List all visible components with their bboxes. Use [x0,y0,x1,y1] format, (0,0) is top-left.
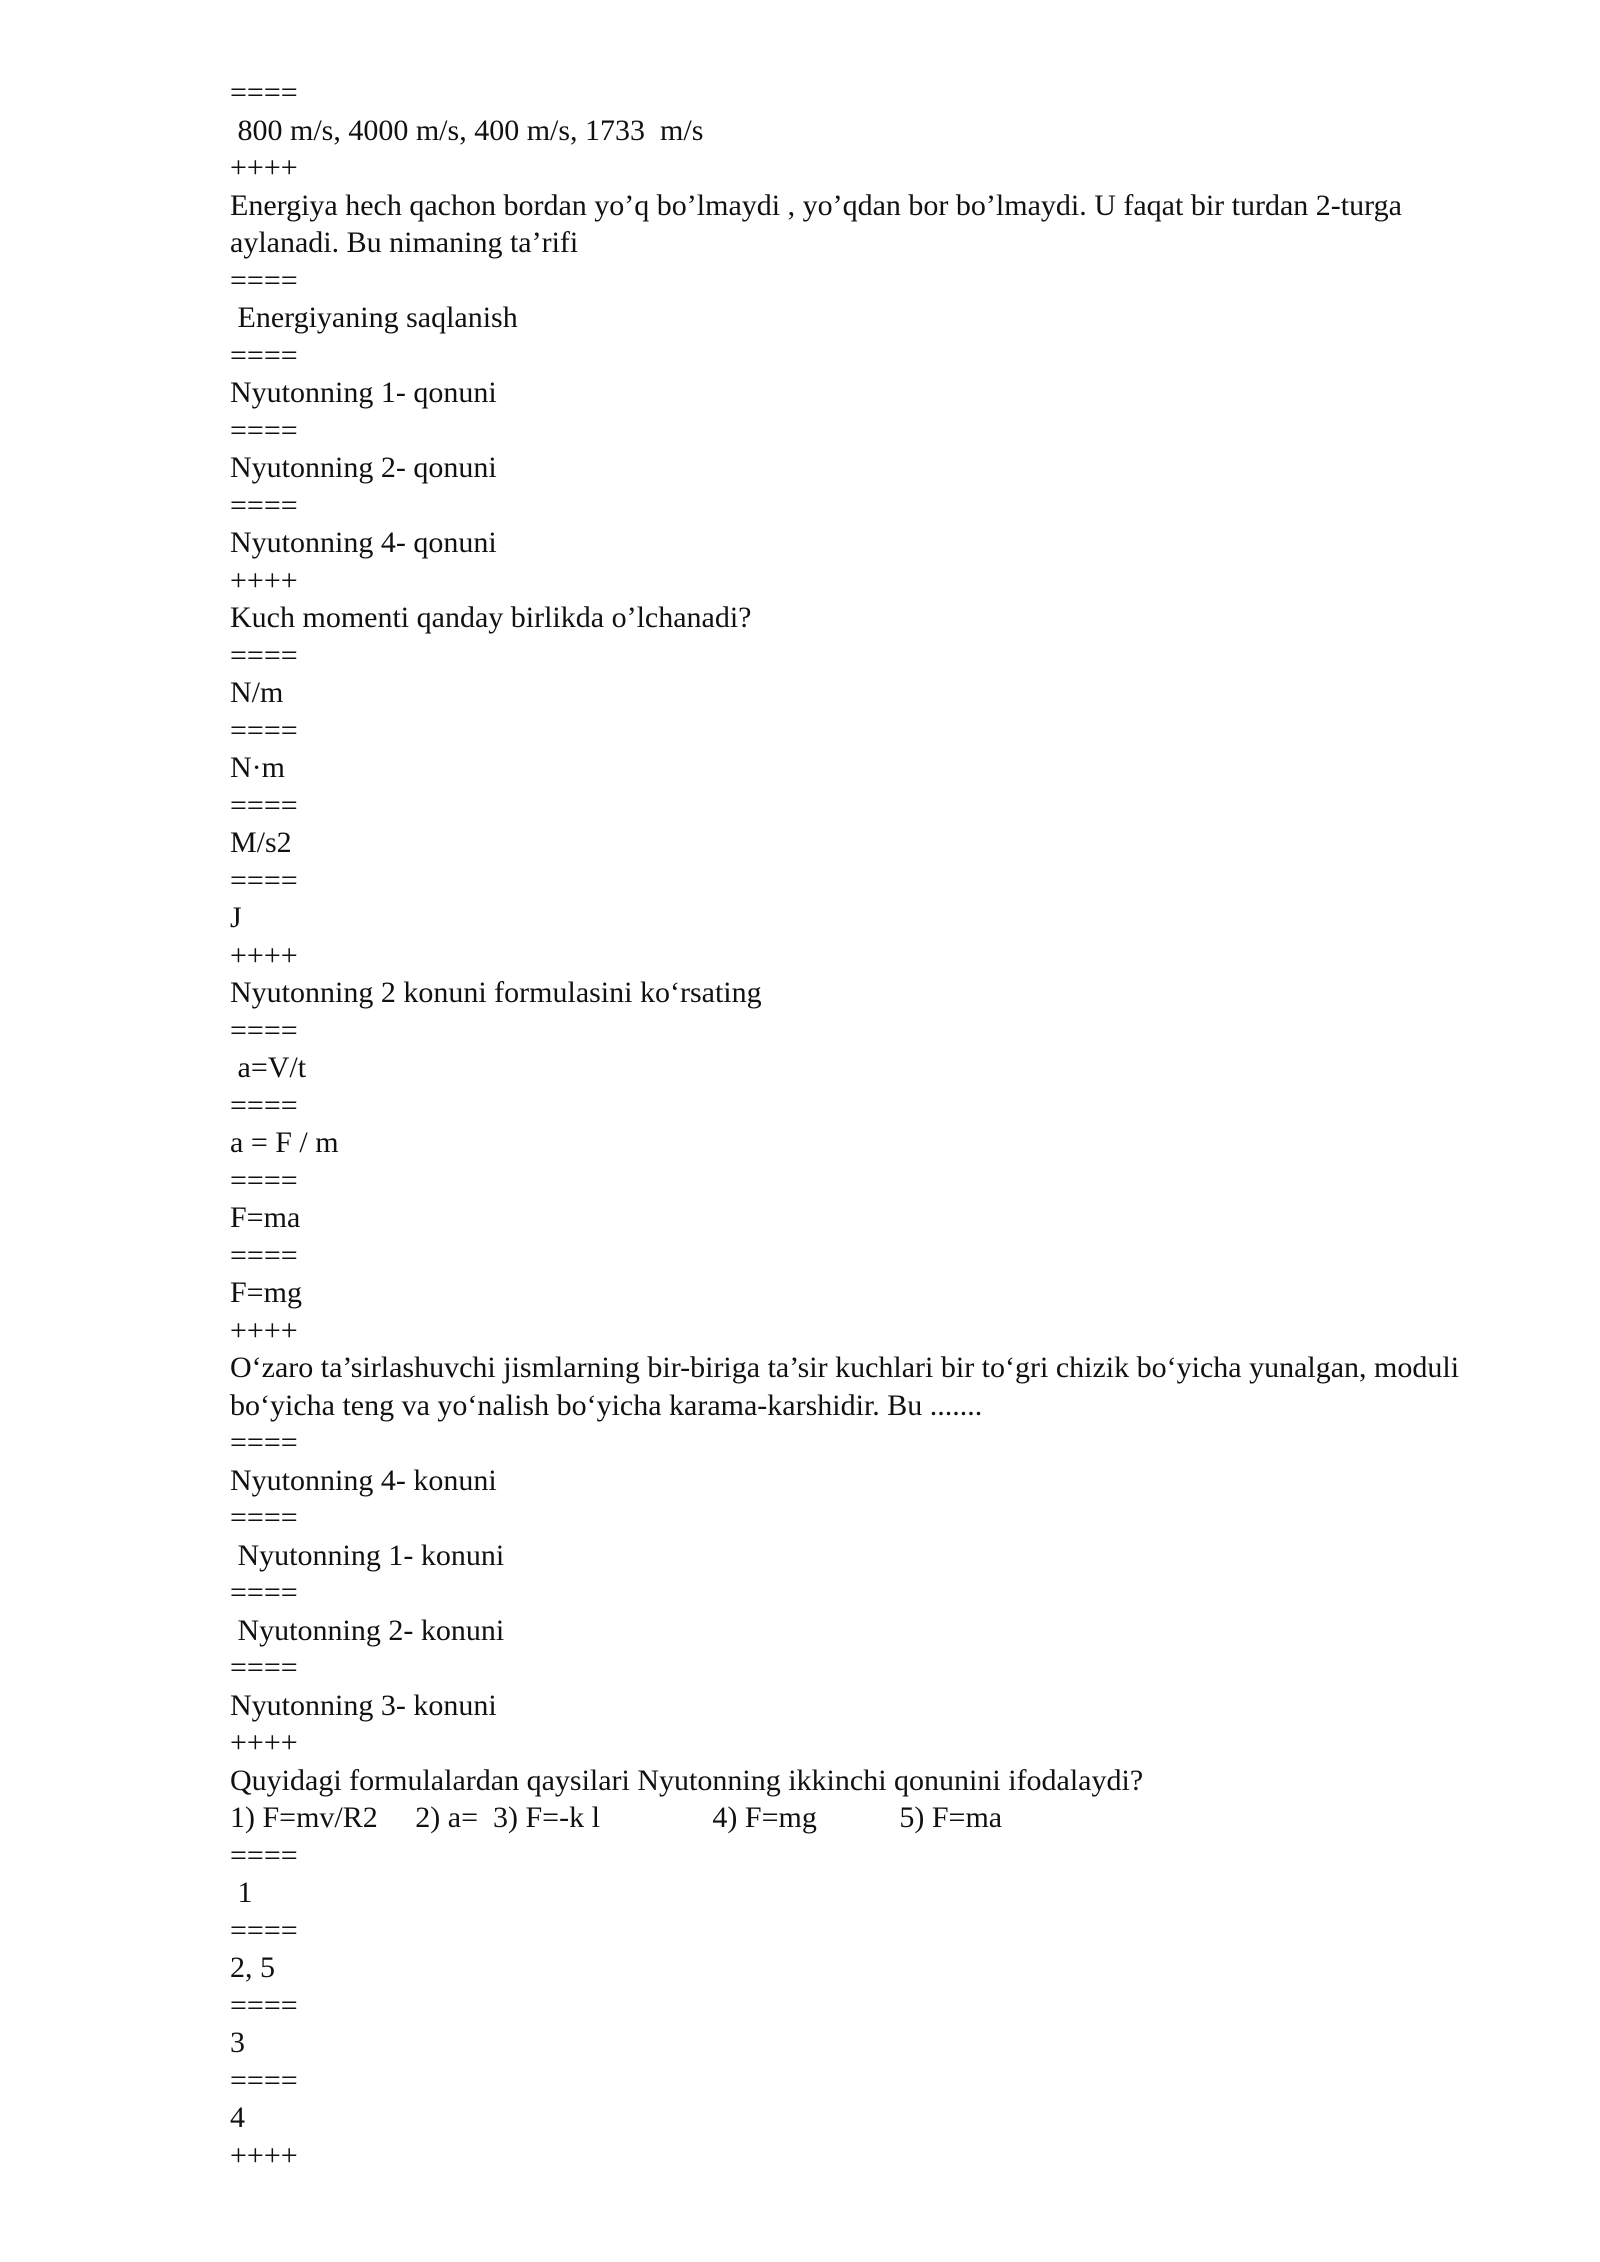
answer-option: Nyutonning 3- konuni [230,1688,497,1722]
separator: ==== [230,1426,298,1459]
question-text: Quyidagi formulalardan qaysilari Nyutonning ikkinchi qonunini ifodalaydi? [230,1763,1144,1797]
question-marker: ++++ [230,151,298,184]
separator: ==== [230,1088,298,1122]
question-marker: ++++ [230,563,298,597]
separator: ==== [230,1988,298,2022]
separator: ==== [230,1501,298,1534]
answer-option: Nyutonning 4- qonuni [230,526,497,559]
separator: ==== [230,1576,298,1609]
separator: ==== [230,1013,298,1047]
question-text: Energiya hech qachon bordan yo’q bo’lmaydi , yo’qdan bor bo’lmaydi. U faqat bir turdan 2-turga aylanadi. Bu nimaning ta’rifi [230,188,1402,259]
question-formula-list: 1) F=mv/R2 2) a= 3) F=-k l 4) F=mg 5) F=ma [230,1801,1003,1834]
answer-option: N·m [230,751,285,784]
answer-option: 800 m/s, 4000 m/s, 400 m/s, 1733 m/s [230,113,704,147]
separator: ==== [230,338,298,372]
answer-option: 3 [230,2026,245,2059]
question-text: Nyutonning 2 konuni formulasini ko‘rsating [230,976,762,1009]
question-marker: ++++ [230,1726,298,1759]
answer-option: Energiyaning saqlanish [230,301,518,334]
answer-option: a=V/t [230,1051,307,1084]
separator: ==== [230,863,298,897]
document-page [230,74,1460,2174]
separator: ==== [230,788,298,822]
answer-option: Nyutonning 4- konuni [230,1463,497,1497]
answer-option: M/s2 [230,826,292,859]
question-text: Kuch momenti qanday birlikda o’lchanadi? [230,601,752,634]
separator: ==== [230,713,298,747]
separator: ==== [230,76,298,109]
answer-option: F=mg [230,1276,302,1309]
answer-option: J [230,901,242,934]
separator: ==== [230,638,298,672]
answer-option: Nyutonning 2- konuni [230,1613,505,1647]
separator: ==== [230,1651,298,1684]
separator: ==== [230,1913,298,1947]
question-marker: ++++ [230,938,298,972]
answer-option: N/m [230,676,284,709]
answer-option: 2, 5 [230,1951,275,1984]
separator: ==== [230,413,298,447]
question-marker: ++++ [230,2138,298,2172]
answer-option: Nyutonning 1- konuni [230,1538,505,1572]
answer-option: F=ma [230,1201,301,1234]
answer-option: 4 [230,2101,245,2134]
question-text: O‘zaro ta’sirlashuvchi jismlarning bir-biriga ta’sir kuchlari bir to‘gri chizik bo‘yicha yunalgan, moduli bo‘yicha teng va yo‘nalish bo‘yicha karama-karshidir. Bu ....... [230,1351,1460,1422]
answer-option: a = F / m [230,1126,339,1159]
separator: ==== [230,1238,298,1272]
question-marker: ++++ [230,1313,298,1347]
answer-option: Nyutonning 2- qonuni [230,451,497,484]
answer-option: 1 [230,1876,253,1909]
separator: ==== [230,1838,298,1872]
answer-option: Nyutonning 1- qonuni [230,376,497,409]
separator: ==== [230,2063,298,2097]
separator: ==== [230,1163,298,1197]
separator: ==== [230,263,298,297]
separator: ==== [230,488,298,522]
